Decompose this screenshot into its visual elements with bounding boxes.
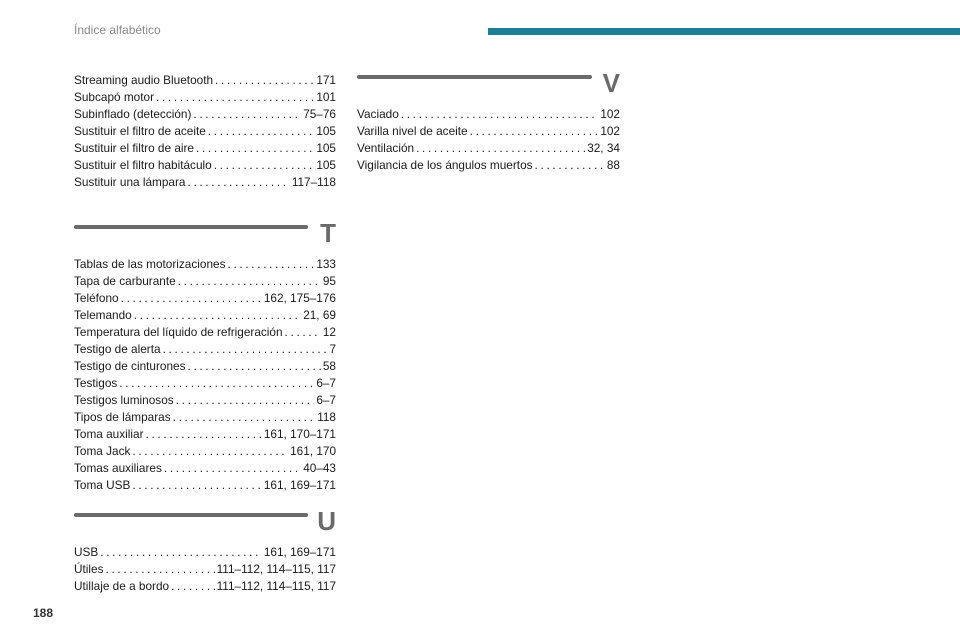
entry-term: USB xyxy=(74,545,99,559)
index-section-u xyxy=(74,506,336,595)
entry-pages: 58 xyxy=(322,359,336,373)
entry-term: Testigos xyxy=(74,376,118,390)
entry-pages: 6–7 xyxy=(316,376,336,390)
dot-leader xyxy=(132,443,288,460)
dot-leader xyxy=(146,426,262,443)
header-accent-bar xyxy=(488,28,960,35)
index-entry xyxy=(74,157,336,174)
dot-leader xyxy=(100,544,262,561)
entry-pages: 171 xyxy=(316,73,336,87)
dot-leader xyxy=(178,273,321,290)
entry-term: Sustituir una lámpara xyxy=(74,175,186,189)
dot-leader xyxy=(119,375,314,392)
entry-term: Sustituir el filtro de aire xyxy=(74,141,194,155)
index-entry xyxy=(74,307,336,324)
dot-leader xyxy=(208,123,315,140)
index-entry xyxy=(74,341,336,358)
section-heading-t xyxy=(74,218,336,256)
dot-leader xyxy=(470,123,599,140)
entry-list xyxy=(74,256,336,494)
entry-pages: 105 xyxy=(316,158,336,172)
entry-pages: 161, 169–171 xyxy=(263,478,336,492)
index-section-v xyxy=(357,68,620,174)
entry-term: Vigilancia de los ángulos muertos xyxy=(357,158,533,172)
dot-leader xyxy=(134,307,301,324)
section-heading-v xyxy=(357,68,620,106)
index-entry xyxy=(74,443,336,460)
index-entry xyxy=(74,106,336,123)
dot-leader xyxy=(176,392,315,409)
dot-leader xyxy=(214,157,315,174)
entry-pages: 111–112, 114–115, 117 xyxy=(216,562,336,576)
entry-term: Ventilación xyxy=(357,141,415,155)
entry-pages: 75–76 xyxy=(303,107,336,121)
entry-pages: 105 xyxy=(316,124,336,138)
entry-pages: 88 xyxy=(606,158,620,172)
index-entry xyxy=(74,140,336,157)
section-letter: V xyxy=(602,68,620,98)
index-entry xyxy=(74,123,336,140)
index-section-t xyxy=(74,218,336,494)
entry-term: Testigos luminosos xyxy=(74,393,174,407)
index-entry xyxy=(74,324,336,341)
dot-leader xyxy=(535,157,605,174)
dot-leader xyxy=(196,140,314,157)
entry-term: Teléfono xyxy=(74,291,119,305)
section-divider xyxy=(74,513,308,517)
index-entry xyxy=(74,426,336,443)
entry-pages: 111–112, 114–115, 117 xyxy=(216,579,336,593)
entry-pages: 6–7 xyxy=(316,393,336,407)
dot-leader xyxy=(132,477,261,494)
index-entry xyxy=(74,578,336,595)
index-entry xyxy=(357,123,620,140)
dot-leader xyxy=(156,89,314,106)
section-letter: T xyxy=(320,218,336,248)
entry-pages: 12 xyxy=(322,325,336,339)
entry-term: Tapa de carburante xyxy=(74,274,176,288)
section-divider xyxy=(74,225,308,229)
entry-pages: 161, 169–171 xyxy=(263,545,336,559)
dot-leader xyxy=(187,174,289,191)
index-entry xyxy=(74,409,336,426)
entry-pages: 118 xyxy=(317,410,336,424)
index-entry xyxy=(74,358,336,375)
page-header-title: Índice alfabético xyxy=(74,23,161,37)
section-heading-u xyxy=(74,506,336,544)
index-entry xyxy=(357,106,620,123)
index-entry xyxy=(74,256,336,273)
index-entry xyxy=(74,392,336,409)
entry-term: Toma USB xyxy=(74,478,131,492)
dot-leader xyxy=(173,409,316,426)
entry-pages: 7 xyxy=(329,342,336,356)
entry-term: Toma auxiliar xyxy=(74,427,144,441)
index-entry xyxy=(74,273,336,290)
index-entry xyxy=(74,72,336,89)
entry-term: Toma Jack xyxy=(74,444,131,458)
entry-term: Subcapó motor xyxy=(74,90,155,104)
section-letter: U xyxy=(317,506,336,536)
entry-pages: 101 xyxy=(316,90,336,104)
entry-term: Tipos de lámparas xyxy=(74,410,171,424)
dot-leader xyxy=(163,341,328,358)
entry-term: Varilla nivel de aceite xyxy=(357,124,468,138)
entry-term: Tomas auxiliares xyxy=(74,461,162,475)
index-entry xyxy=(74,375,336,392)
index-entry xyxy=(74,477,336,494)
entry-term: Streaming audio Bluetooth xyxy=(74,73,214,87)
entry-pages: 32, 34 xyxy=(587,141,620,155)
entry-term: Útiles xyxy=(74,562,104,576)
entry-pages: 161, 170–171 xyxy=(263,427,336,441)
section-divider xyxy=(357,75,592,79)
dot-leader xyxy=(106,561,215,578)
dot-leader xyxy=(215,72,314,89)
entry-term: Subinflado (detección) xyxy=(74,107,192,121)
entry-term: Utillaje de a bordo xyxy=(74,579,170,593)
entry-term: Temperatura del líquido de refrigeración xyxy=(74,325,283,339)
dot-leader xyxy=(416,140,585,157)
dot-leader xyxy=(227,256,314,273)
entry-pages: 117–118 xyxy=(291,175,336,189)
index-entry xyxy=(74,561,336,578)
entry-term: Tablas de las motorizaciones xyxy=(74,257,226,271)
index-entry xyxy=(357,140,620,157)
index-entry xyxy=(74,544,336,561)
entry-list xyxy=(357,106,620,174)
dot-leader xyxy=(187,358,320,375)
entry-pages: 161, 170 xyxy=(290,444,336,458)
dot-leader xyxy=(193,106,301,123)
index-entry xyxy=(357,157,620,174)
entry-list xyxy=(74,72,336,191)
entry-pages: 40–43 xyxy=(303,461,336,475)
entry-term: Sustituir el filtro de aceite xyxy=(74,124,206,138)
entry-pages: 102 xyxy=(600,107,620,121)
dot-leader xyxy=(401,106,599,123)
entry-pages: 95 xyxy=(322,274,336,288)
entry-pages: 133 xyxy=(316,257,336,271)
index-entry xyxy=(74,174,336,191)
entry-list xyxy=(74,544,336,595)
entry-term: Testigo de alerta xyxy=(74,342,161,356)
index-entry xyxy=(74,290,336,307)
index-entry xyxy=(74,460,336,477)
entry-term: Telemando xyxy=(74,308,132,322)
entry-term: Sustituir el filtro habitáculo xyxy=(74,158,212,172)
dot-leader xyxy=(164,460,301,477)
index-entry xyxy=(74,89,336,106)
dot-leader xyxy=(121,290,262,307)
dot-leader xyxy=(285,324,321,341)
index-section-s xyxy=(74,72,336,191)
page-number: 188 xyxy=(33,606,54,620)
entry-pages: 21, 69 xyxy=(303,308,336,322)
entry-pages: 162, 175–176 xyxy=(263,291,336,305)
entry-term: Testigo de cinturones xyxy=(74,359,186,373)
entry-pages: 102 xyxy=(600,124,620,138)
dot-leader xyxy=(171,578,215,595)
entry-pages: 105 xyxy=(316,141,336,155)
entry-term: Vaciado xyxy=(357,107,399,121)
